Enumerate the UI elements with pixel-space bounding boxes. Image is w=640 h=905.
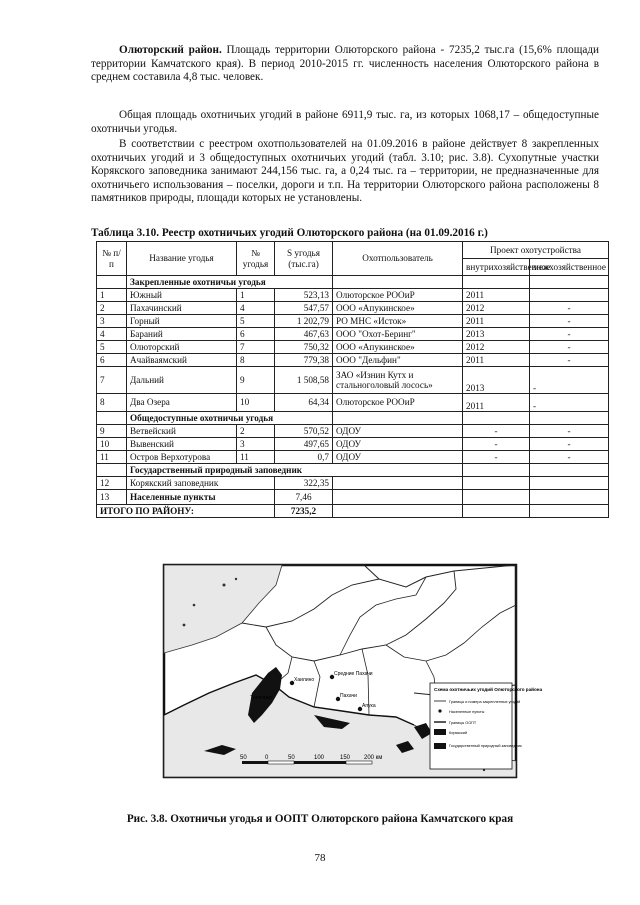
total-label: ИТОГО ПО РАЙОНУ: [97,505,275,518]
table-cell: 1 [97,289,127,302]
table-row: 8 Два Озера 10 64,34 Олюторское РООиР 2011 - [97,394,609,412]
table-cell: Южный [127,289,237,302]
table-row: 12 Корякский заповедник 322,35 [97,477,609,490]
table-cell: ОДОУ [333,451,463,464]
table-cell: - [530,438,609,451]
figure-caption: Рис. 3.8. Охотничьи угодья и ООПТ Олюторского района Камчатского края [126,813,514,825]
svg-text:150: 150 [340,755,351,761]
table-cell: 570,52 [275,425,333,438]
header-project: Проект охотустройства [463,242,609,259]
section-row [97,464,609,477]
table-cell: 547,57 [275,302,333,315]
table-cell: 0,7 [275,451,333,464]
total-area: 7235,2 [275,505,333,518]
table-cell: Пахачинский [127,302,237,315]
table-cell: 5 [97,341,127,354]
table-cell: 750,32 [275,341,333,354]
table-cell: ООО "Охот-Беринг" [333,328,463,341]
header-code: № угодья [237,242,275,276]
table-cell: 6 [97,354,127,367]
section-row [97,276,609,289]
table-cell: 4 [97,328,127,341]
svg-text:Корякский: Корякский [449,731,467,735]
table-cell: 2013 [463,328,530,341]
table-row [97,354,609,367]
table-row [97,438,609,451]
section-title: Закрепленные охотничьи угодья [127,276,333,289]
svg-text:Границы ООПТ: Границы ООПТ [449,721,477,725]
table-cell: 497,65 [275,438,333,451]
table-cell: 11 [97,451,127,464]
table-cell: 8 [237,354,275,367]
table-cell: 9 [97,425,127,438]
table-cell: - [530,451,609,464]
table-cell: 2011 [463,315,530,328]
map-place-label: Средние Пахачи [334,671,373,677]
table-cell: 2 [237,425,275,438]
table-cell: Горный [127,315,237,328]
table-header-row [97,242,609,259]
table-total-row [97,505,609,518]
table-cell: 2 [97,302,127,315]
table-cell: Вывенский [127,438,237,451]
table-cell: 1 202,79 [275,315,333,328]
table-cell: Олюторский [127,341,237,354]
table-cell: - [530,341,609,354]
paragraph-district-intro [91,44,599,85]
district-intro-text: Площадь территории Олюторского района - 7235,2 тыс.га (15,6% площади территории Камчатского края). В период 2010-2015 гг. численность населения Олюторского района в среднем составила 4,8 тыс. человек. [91,44,599,84]
table-row [97,315,609,328]
svg-text:100: 100 [314,755,325,761]
hunting-registry-table [96,241,609,518]
table-cell: - [530,354,609,367]
table-cell: - [530,315,609,328]
header-name: Название угодья [127,242,237,276]
table-cell: ООО "Дельфин" [333,354,463,367]
table-row [97,328,609,341]
header-user: Охотпользователь [333,242,463,276]
table-cell: - [530,328,609,341]
table-cell: ОДОУ [333,425,463,438]
table-cell: ОДОУ [333,438,463,451]
table-cell: Олюторское РООиР [333,289,463,302]
table-row [97,341,609,354]
table-row [97,302,609,315]
section-title: Государственный природный заповедник [127,464,463,477]
table-cell: 11 [237,451,275,464]
header-num: № п/п [97,242,127,276]
table-cell: 2012 [463,302,530,315]
table-caption: Таблица 3.10. Реестр охотничьих угодий Олюторского района (на 01.09.2016 г.) [91,227,488,239]
table-cell: 7 [237,341,275,354]
table-row: 7 Дальний 9 1 508,58 ЗАО «Изнин Кутх и стальноголовый лосось» 2013 - [97,367,609,394]
map-legend [430,683,512,769]
map-legend-title: Схема охотничьих угодий Олюторского района [434,687,543,692]
table-cell: 2012 [463,341,530,354]
table-cell: 5 [237,315,275,328]
map-place-label: Пахачи [340,693,357,699]
table-cell: ООО «Апукинское» [333,341,463,354]
table-cell: ООО «Апукинское» [333,302,463,315]
svg-text:0: 0 [265,755,269,761]
section-title: Общедоступные охотничьи угодья [127,412,333,425]
header-inter: межхозяйственное [530,259,609,276]
paragraph-hunting-area: Общая площадь охотничьих угодий в районе 6911,9 тыс. га, из которых 1068,17 – общедоступные охотничьи угодья. [91,109,599,135]
table-cell: - [530,302,609,315]
svg-text:50: 50 [288,755,295,761]
header-area: S угодья (тыс.га) [275,242,333,276]
table-cell: 3 [237,438,275,451]
table-cell: 4 [237,302,275,315]
table-row: 13 Населенные пункты 7,46 [97,490,609,505]
svg-text:50: 50 [240,755,247,761]
table-cell [530,289,609,302]
section-row [97,412,609,425]
table-cell: - [463,425,530,438]
table-cell: 10 [97,438,127,451]
map-place-label: Хаилино [294,677,315,683]
table-cell: 2011 [463,354,530,367]
table-cell: 6 [237,328,275,341]
map-place-label: Тиличики [250,695,272,701]
table-cell: Бараний [127,328,237,341]
map-place-label: Апука [362,703,376,709]
table-cell: Ачайваямский [127,354,237,367]
table-cell: - [530,425,609,438]
svg-text:Государственный природный запо: Государственный природный заповедник [449,744,522,748]
table-cell: 3 [97,315,127,328]
svg-text:200 км: 200 км [364,755,383,761]
table-cell: 1 [237,289,275,302]
table-cell: - [463,438,530,451]
table-cell: 779,38 [275,354,333,367]
table-cell: РО МНС «Исток» [333,315,463,328]
table-cell: Остров Верхотурова [127,451,237,464]
table-row [97,425,609,438]
page-number: 78 [314,852,326,864]
svg-text:Границы и номера закрепленных: Границы и номера закрепленных угодий [449,700,521,704]
table-row [97,451,609,464]
table-cell: - [463,451,530,464]
svg-text:Населенные пункты: Населенные пункты [449,710,485,714]
header-intra: внутрихозяйственное [463,259,530,276]
district-heading: Олюторский район. [119,44,222,56]
table-cell: 523,13 [275,289,333,302]
table-cell: Ветвейский [127,425,237,438]
district-map [164,565,543,777]
table-row [97,289,609,302]
paragraph-registry: В соответствии с реестром охотпользователей на 01.09.2016 в районе действует 8 закрепленных охотничьих угодий и 3 общедоступных охотничьих угодий (табл. 3.10; рис. 3.8). Сухопутные участки Корякского заповедника занимают 244,156 тыс. га, а 0,24 тыс. га – территории, не предназначенные для охотничьего использования – поселки, дороги и т.п. На территории Олюторского района расположены 8 памятников природы, площади которых не установлены. [91,138,599,205]
table-cell: 2011 [463,289,530,302]
table-cell: 467,63 [275,328,333,341]
